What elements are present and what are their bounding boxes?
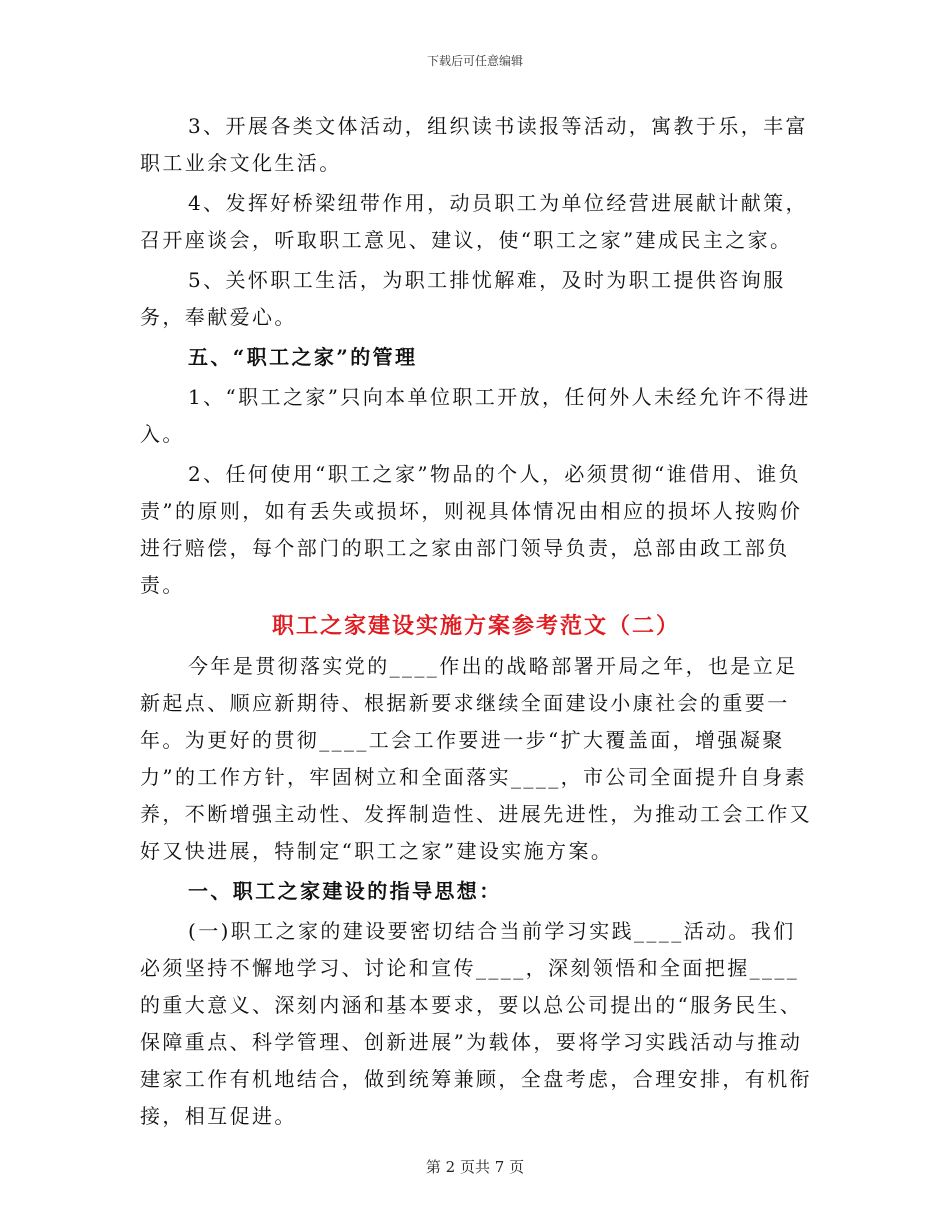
section-heading-5: 五、“职工之家”的管理 — [188, 345, 418, 369]
paragraph-item-5: 5、关怀职工生活，为职工排忧解难，及时为职工提供咨询服务，奉献爱心。 — [140, 268, 786, 329]
paragraph-rule-1: 1、“职工之家”只向本单位职工开放，任何外人未经允许不得进入。 — [140, 385, 811, 446]
paragraph-item-4: 4、发挥好桥梁纽带作用，动员职工为单位经营进展献计献策，召开座谈会，听取职工意见、建议，使“职工之家”建成民主之家。 — [140, 191, 808, 252]
page-number: 第 2 页共 7 页 — [425, 1158, 525, 1176]
document-body — [140, 108, 812, 1135]
document-title-2: 职工之家建设实施方案参考范文（二） — [271, 613, 680, 639]
paragraph-rule-2: 2、任何使用“职工之家”物品的个人，必须贯彻“谁借用、谁负责”的原则，如有丢失或损坏，则视具体情况由相应的损坏人按购价进行赔偿，每个部门的职工之家由部门领导负责，总部由政工部负责。 — [140, 462, 803, 597]
paragraph-item-3: 3、开展各类文体活动，组织读书读报等活动，寓教于乐，丰富职工业余文化生活。 — [140, 114, 808, 175]
paragraph-guideline-1: (一)职工之家的建设要密切结合当前学习实践____活动。我们必须坚持不懈地学习、讨论和宣传____，深刻领悟和全面把握____的重大意义、深刻内涵和基本要求，要以总公司提出的“服务民生、保障重点、科学管理、创新进展”为载体，要将学习实践活动与推动建家工作有机地结合，做到统筹兼顾，全盘考虑，合理安排，有机衔接，相互促进。 — [140, 919, 812, 1128]
paragraph-intro: 今年是贯彻落实党的____作出的战略部署开局之年，也是立足新起点、顺应新期待、根据新要求继续全面建设小康社会的重要一年。为更好的贯彻____工会工作要进一步“扩大覆盖面，增强凝聚力”的工作方针，牢固树立和全面落实____，市公司全面提升自身素养，不断增强主动性、发挥制造性、进展先进性，为推动工会工作又好又快进展，特制定“职工之家”建设实施方案。 — [140, 654, 812, 863]
page-header-note: 下载后可任意编辑 — [426, 54, 523, 68]
section-heading-1: 一、职工之家建设的指导思想： — [188, 879, 502, 903]
